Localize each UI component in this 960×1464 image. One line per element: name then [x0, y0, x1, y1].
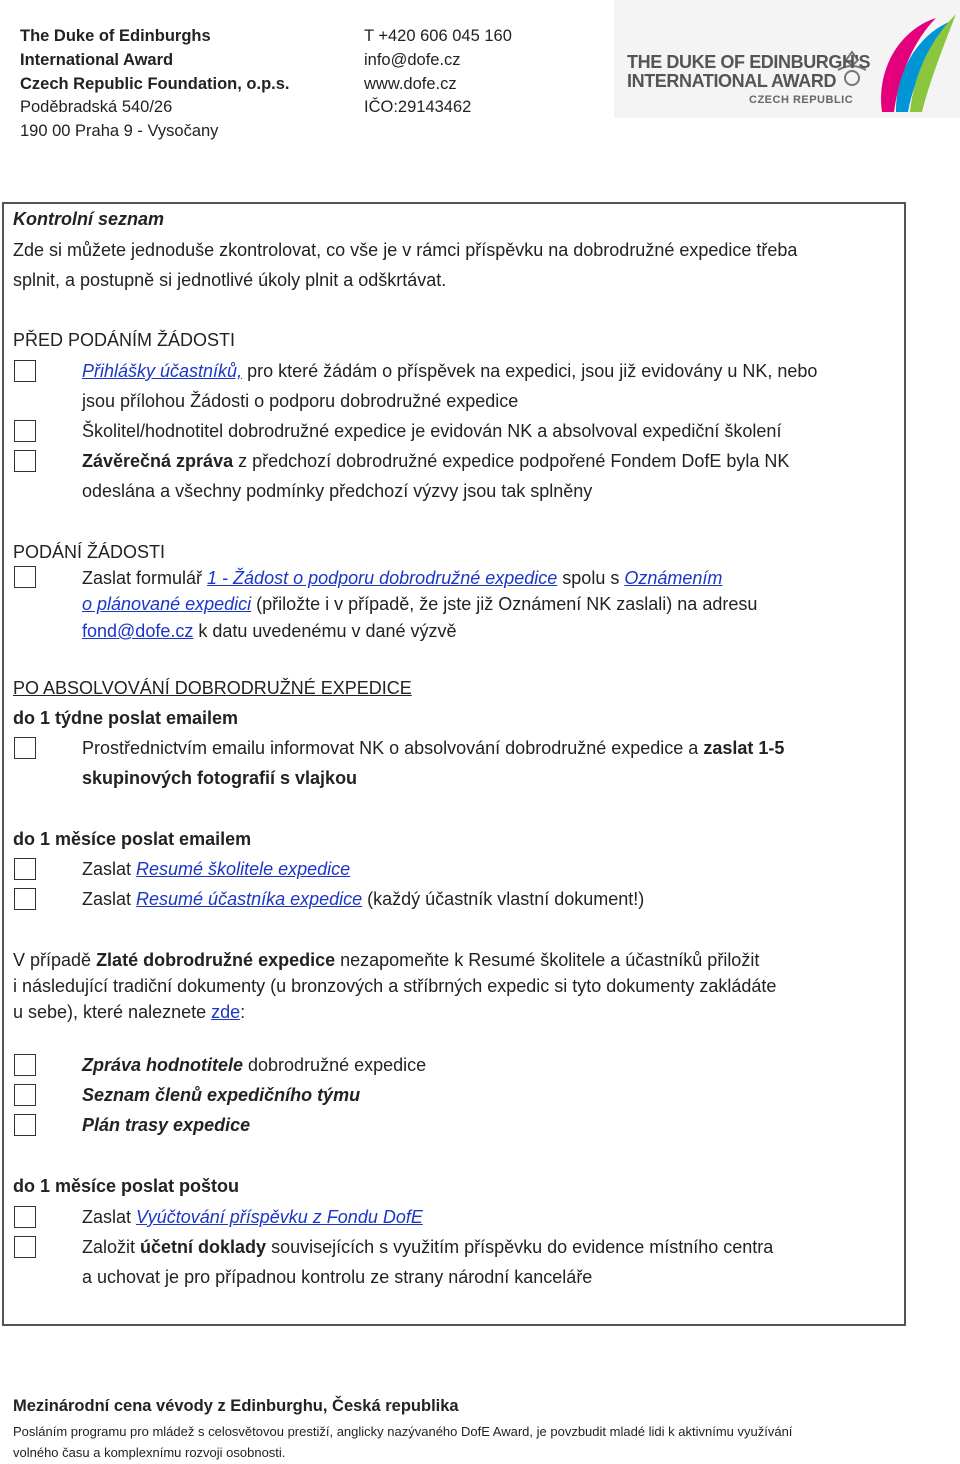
logo-line1: THE DUKE OF EDINBURGH'S — [627, 52, 871, 72]
notice-link-cont[interactable]: o plánované expedici — [82, 594, 252, 614]
footer-title: Mezinárodní cena vévody z Edinburghu, Česká republika — [13, 1397, 459, 1415]
item-team-list: Seznam členů expedičního týmu — [82, 1085, 361, 1105]
company-id: IČO:29143462 — [364, 98, 472, 117]
checkbox[interactable] — [14, 1084, 36, 1106]
website: www.dofe.cz — [364, 74, 457, 93]
gold-note-cont2: u sebe), které naleznete zde: — [13, 1002, 246, 1022]
checkbox[interactable] — [14, 1206, 36, 1228]
item-applications-cont: jsou přílohou Žádosti o podporu dobrodružné expedice — [82, 391, 519, 411]
item-send-form-cont2: fond@dofe.cz k datu uvedenému v dané výzvě — [82, 621, 457, 641]
org-info — [20, 25, 290, 144]
subheading-month-email: do 1 měsíce poslat emailem — [13, 829, 252, 849]
item-trainer: Školitel/hodnotitel dobrodružné expedice je evidován NK a absolvoval expediční školení — [82, 421, 782, 441]
participant-resume-link[interactable]: Resumé účastníka expedice — [136, 889, 363, 909]
contact-info — [364, 25, 512, 120]
checkbox[interactable] — [14, 888, 36, 910]
checkbox[interactable] — [14, 1054, 36, 1076]
item-applications: Přihlášky účastníků, pro které žádám o příspěvek na expedici, jsou již evidovány u NK, nebo — [82, 361, 818, 381]
org-name-line: The Duke of Edinburghs — [20, 27, 211, 45]
gold-note: V případě Zlaté dobrodružné expedice nezapomeňte k Resumé školitele a účastníků přiložit — [13, 950, 760, 970]
section-heading-before: PŘED PODÁNÍM ŽÁDOSTI — [13, 330, 236, 350]
trainer-resume-link[interactable]: Resumé školitele expedice — [136, 859, 351, 879]
item-final-report: Závěrečná zpráva z předchozí dobrodružné expedice podpořené Fondem DofE byla NK — [82, 451, 790, 471]
subheading-week: do 1 týdne poslat emailem — [13, 708, 239, 728]
checkbox[interactable] — [14, 450, 36, 472]
section-heading-submission: PODÁNÍ ŽÁDOSTI — [13, 542, 166, 562]
gold-note-cont: i následující tradiční dokumenty (u bronzových a stříbrných expedic si tyto dokumenty zakládáte — [13, 976, 777, 996]
item-trainer-resume: Zaslat Resumé školitele expedice — [82, 859, 351, 879]
checkbox[interactable] — [14, 1114, 36, 1136]
award-logo — [614, 0, 960, 118]
item-inform-email: Prostřednictvím emailu informovat NK o absolvování dobrodružné expedice a zaslat 1-5 — [82, 738, 785, 758]
checkbox[interactable] — [14, 1236, 36, 1258]
logo-line2: INTERNATIONAL AWARD — [627, 71, 837, 91]
checkbox[interactable] — [14, 858, 36, 880]
checklist-title: Kontrolní seznam — [13, 209, 165, 229]
address-line: Poděbradská 540/26 — [20, 98, 173, 117]
item-accounting-cont: a uchovat je pro případnou kontrolu ze strany národní kanceláře — [82, 1267, 593, 1287]
phone: T +420 606 045 160 — [364, 27, 512, 45]
item-final-report-cont: odeslána a všechny podmínky předchozí výzvy jsou tak splněny — [82, 481, 593, 501]
notice-link[interactable]: Oznámením — [624, 568, 723, 588]
here-link[interactable]: zde — [211, 1002, 241, 1022]
intro-line: splnit, a postupně si jednotlivé úkoly plnit a odškrtávat. — [13, 270, 447, 290]
intro-line: Zde si můžete jednoduše zkontrolovat, co vše je v rámci příspěvku na dobrodružné expedice třeba — [13, 240, 798, 260]
email: info@dofe.cz — [364, 50, 461, 69]
item-send-form: Zaslat formulář 1 - Žádost o podporu dobrodružné expedice spolu s Oznámením — [82, 568, 723, 588]
checkbox[interactable] — [14, 566, 36, 588]
org-name-line: International Award — [20, 50, 174, 69]
item-billing: Zaslat Vyúčtování příspěvku z Fondu DofE — [82, 1207, 423, 1227]
item-send-form-cont: o plánované expedici (přiložte i v případě, že jste již Oznámení NK zaslali) na adresu — [82, 594, 758, 614]
org-name-line: Czech Republic Foundation, o.p.s. — [20, 74, 290, 93]
applications-link[interactable]: Přihlášky účastníků, — [82, 361, 243, 381]
form-link[interactable]: 1 - Žádost o podporu dobrodružné expedice — [207, 568, 558, 588]
footer-text: volného času a komplexnímu rozvoji osobnosti. — [13, 1445, 286, 1460]
item-participant-resume: Zaslat Resumé účastníka expedice (každý účastník vlastní dokument!) — [82, 889, 645, 909]
logo-line3: CZECH REPUBLIC — [749, 94, 854, 106]
item-inform-email-cont: skupinových fotografií s vlajkou — [82, 768, 358, 788]
fund-email-link[interactable]: fond@dofe.cz — [82, 621, 194, 641]
item-assessor-report: Zpráva hodnotitele dobrodružné expedice — [82, 1055, 427, 1075]
checkbox[interactable] — [14, 420, 36, 442]
address-line: 190 00 Praha 9 - Vysočany — [20, 122, 219, 141]
item-accounting: Založit účetní doklady souvisejících s využitím příspěvku do evidence místního centra — [82, 1237, 774, 1257]
item-route-plan: Plán trasy expedice — [82, 1115, 251, 1135]
subheading-month-post: do 1 měsíce poslat poštou — [13, 1176, 240, 1196]
checkbox[interactable] — [14, 737, 36, 759]
billing-link[interactable]: Vyúčtování příspěvku z Fondu DofE — [136, 1207, 423, 1227]
footer-text: Posláním programu pro mládež s celosvětovou prestiží, anglicky nazývaného DofE Award, je povzbudit mladé lidi k aktivnímu využívání — [13, 1424, 793, 1439]
checkbox[interactable] — [14, 360, 36, 382]
section-heading-after: PO ABSOLVOVÁNÍ DOBRODRUŽNÉ EXPEDICE — [13, 678, 412, 698]
